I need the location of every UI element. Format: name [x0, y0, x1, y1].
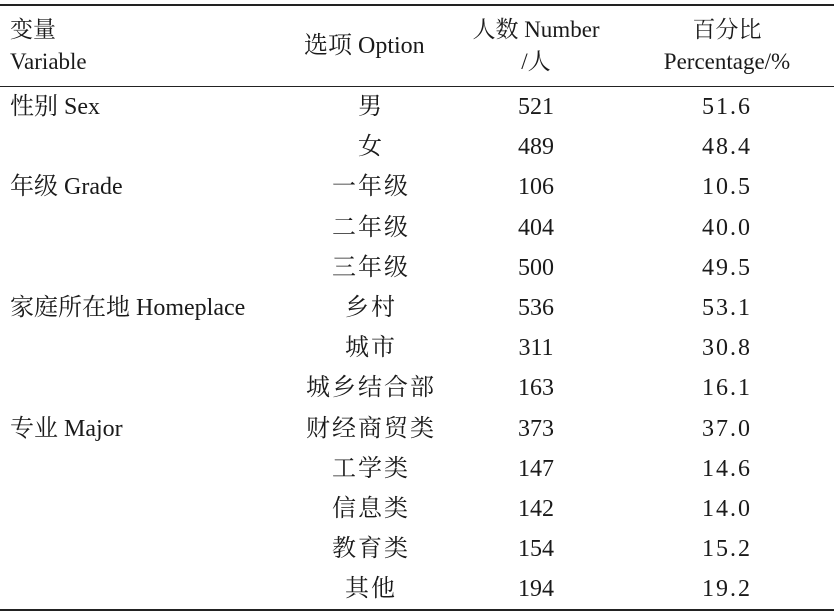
- cell-number: 489: [518, 134, 554, 161]
- cell-percentage: 15.2: [702, 536, 752, 563]
- cell-percentage: 19.2: [702, 576, 752, 603]
- cell-variable: [0, 248, 290, 288]
- cell-variable: 性别 Sex: [10, 94, 100, 121]
- cell-number: 404: [518, 214, 554, 241]
- cell-option: 男: [358, 94, 384, 121]
- cell-variable: 年级 Grade: [10, 174, 123, 201]
- cell-percentage: 14.6: [702, 455, 752, 482]
- cell-number: 147: [518, 455, 554, 482]
- demographics-table: [0, 4, 834, 611]
- table-row: [0, 127, 834, 167]
- cell-option: 女: [358, 134, 384, 161]
- cell-option: 教育类: [332, 536, 410, 563]
- header-percentage-line2: Percentage/%: [663, 49, 791, 74]
- cell-number: 163: [518, 375, 554, 402]
- cell-percentage: 10.5: [702, 174, 752, 201]
- header-number-line1: 人数 Number: [472, 17, 600, 42]
- header-percentage-line1: 百分比: [692, 17, 762, 42]
- table-row: [0, 529, 834, 569]
- cell-option: 工学类: [332, 455, 410, 482]
- cell-number: 106: [518, 174, 554, 201]
- header-variable: [0, 5, 290, 87]
- table-row: [0, 449, 834, 489]
- table-row: [0, 569, 834, 610]
- cell-number: 500: [518, 254, 554, 281]
- header-number-line2: /人: [521, 49, 551, 74]
- table-row: [0, 368, 834, 408]
- cell-option: 其他: [345, 576, 397, 603]
- cell-option: 信息类: [332, 495, 410, 522]
- cell-variable: [0, 127, 290, 167]
- cell-percentage: 30.8: [702, 335, 752, 362]
- header-row: [0, 5, 834, 87]
- table-row: [0, 87, 834, 128]
- header-number: [452, 5, 620, 87]
- cell-number: 154: [518, 536, 554, 563]
- cell-percentage: 48.4: [702, 134, 752, 161]
- table-row: [0, 328, 834, 368]
- table-row: [0, 248, 834, 288]
- table-row: [0, 409, 834, 449]
- cell-percentage: 40.0: [702, 214, 752, 241]
- cell-number: 142: [518, 495, 554, 522]
- demographics-table-container: [0, 4, 834, 611]
- cell-variable: [0, 449, 290, 489]
- cell-number: 373: [518, 415, 554, 442]
- table-row: [0, 167, 834, 207]
- cell-variable: 专业 Major: [10, 415, 123, 442]
- cell-percentage: 14.0: [702, 495, 752, 522]
- cell-variable: [0, 328, 290, 368]
- cell-percentage: 16.1: [702, 375, 752, 402]
- table-row: [0, 489, 834, 529]
- header-variable-cn: 变量: [10, 17, 56, 42]
- cell-option: 城市: [345, 335, 397, 362]
- cell-option: 一年级: [332, 174, 410, 201]
- cell-variable: 家庭所在地 Homeplace: [10, 295, 246, 322]
- header-variable-en: Variable: [10, 49, 87, 74]
- cell-variable: [0, 569, 290, 610]
- cell-percentage: 49.5: [702, 254, 752, 281]
- cell-percentage: 37.0: [702, 415, 752, 442]
- cell-number: 521: [518, 94, 554, 121]
- cell-option: 财经商贸类: [306, 415, 436, 442]
- cell-option: 三年级: [332, 254, 410, 281]
- cell-number: 194: [518, 576, 554, 603]
- cell-variable: [0, 368, 290, 408]
- cell-number: 536: [518, 295, 554, 322]
- cell-option: 二年级: [332, 214, 410, 241]
- cell-percentage: 51.6: [702, 94, 752, 121]
- table-header: [0, 5, 834, 87]
- table-body: [0, 87, 834, 611]
- cell-option: 城乡结合部: [306, 375, 436, 402]
- table-row: [0, 208, 834, 248]
- cell-variable: [0, 489, 290, 529]
- cell-variable: [0, 208, 290, 248]
- table-row: [0, 288, 834, 328]
- header-option: 选项 Option: [304, 33, 425, 59]
- cell-percentage: 53.1: [702, 295, 752, 322]
- cell-number: 311: [518, 335, 554, 362]
- header-percentage: [620, 5, 834, 87]
- cell-option: 乡村: [345, 295, 397, 322]
- cell-variable: [0, 529, 290, 569]
